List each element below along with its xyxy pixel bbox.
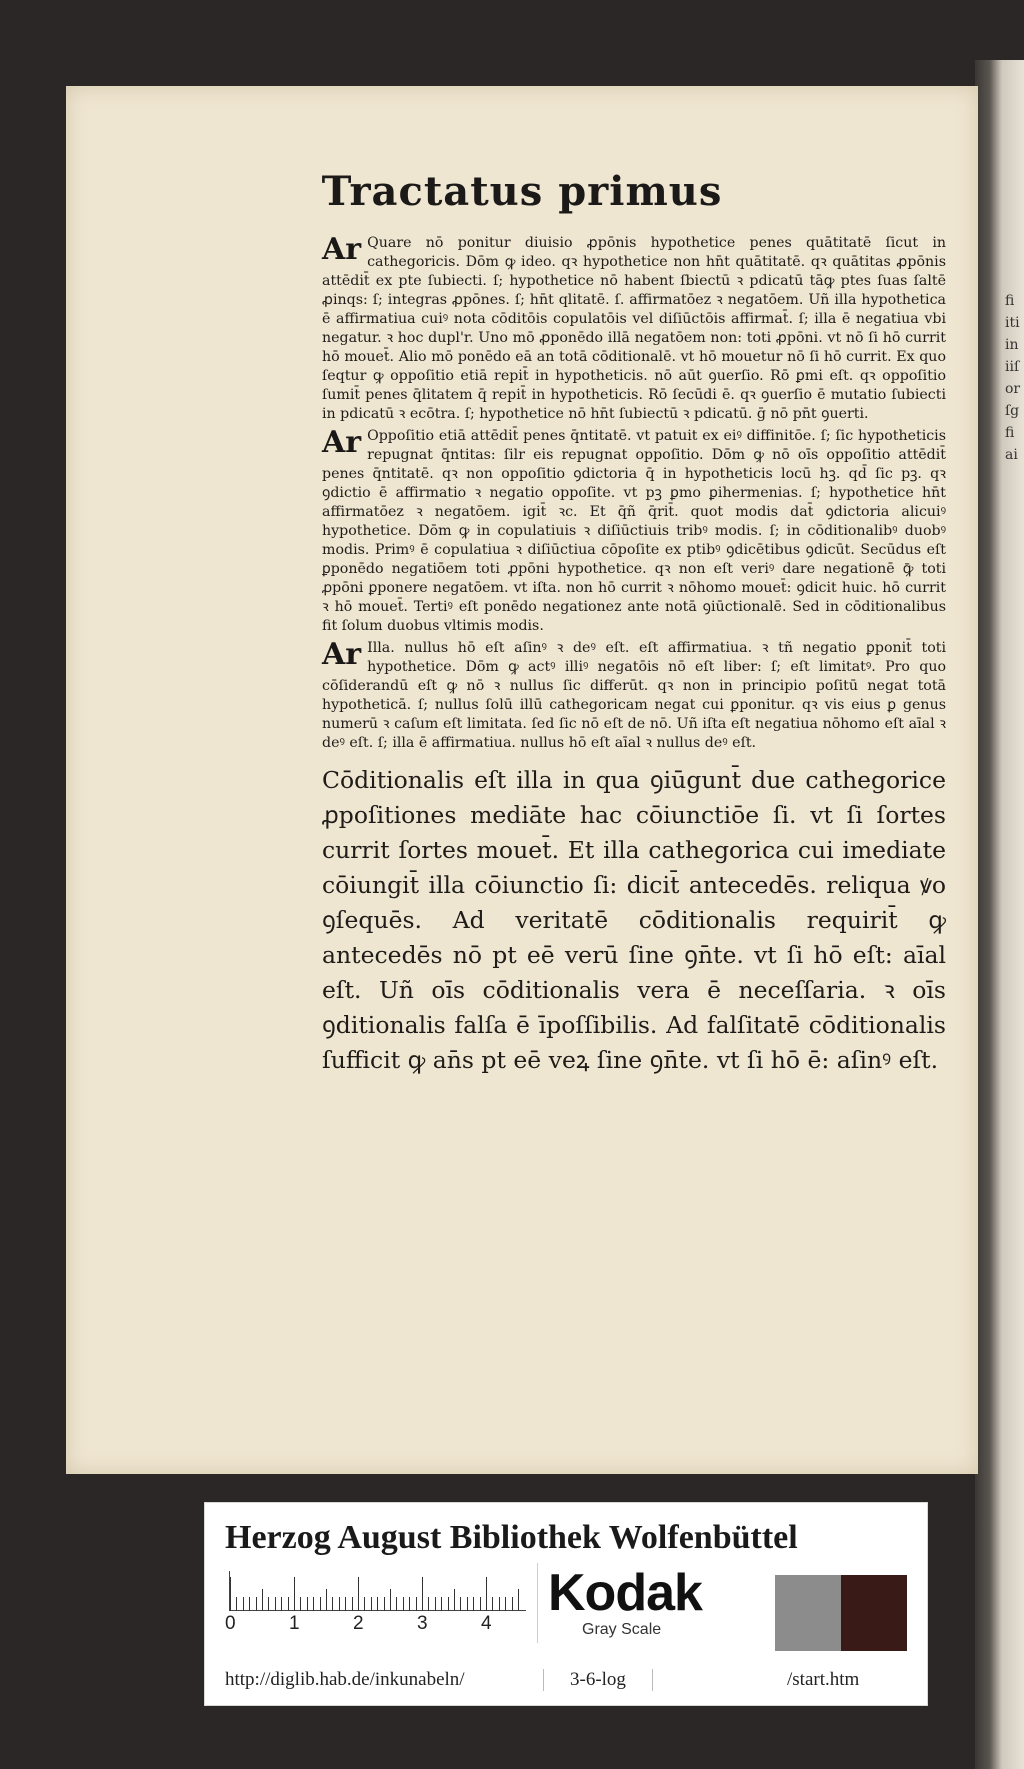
ruler-tick [390,1589,391,1611]
ruler-tick [467,1597,468,1611]
running-head: Tractatus primus [321,168,723,215]
ruler-tick [371,1597,372,1611]
ruler-tick [288,1597,289,1611]
ruler-tick [249,1597,250,1611]
ruler-tick [358,1577,359,1611]
ruler-tick [307,1597,308,1611]
ruler-tick [377,1597,378,1611]
commentary-section [322,234,946,753]
ruler-tick [441,1597,442,1611]
ruler-label: 2 [353,1613,364,1634]
question-paragraph-3 [322,639,946,753]
ruler-label: 0 [225,1613,236,1634]
paragraph-mark: Ar [322,637,362,672]
ruler-tick [435,1597,436,1611]
ruler-tick [345,1597,346,1611]
paragraph-text: Quare nō ponitur diuisio ꝓpōnis hypothetice penes quātitatē ſicut in cathegoricis. Dōm ꝙ ideo. qꝛ hypothetice non hn̄t quātitatē. qꝛ quātitas ꝓpōnis attēdit̄ ex pte ſubiecti. ſ; hypothetice nō habent ſbiectū ꝛ pdicatū tāꝙ ptes ſuas ſaltē ꝓinqs: ſ; integras ꝓpōnes. ſ; hn̄t qlitatē. ſ. affirmatōez ꝛ negatōem. Uñ illa hypothetica ē affirmatiua cuiꝰ nota cōditōis copulatōis vel diſiūctōis affirmat̄. ſ; illa ē negatiua vbi negatur. ꝛ hoc dupl'r. Uno mō ꝓponēdo illā negatōem non: toti ꝓpōni. vt nō ſi hō currit hō mouet̄. Alio mō ponēdo eā an totā cōditionalē. vt hō mouetur nō ſi hō currit. Ex quo ſeqtur ꝙ oppoſitio etiā repit̄ in hypotheticis. nō aūt ꝯuerſio. Rō ꝑmi eſt. qꝛ oppoſitio ſumit̄ penes q̄litatem q̄ repit̄ in hypotheticis. Rō ſecūdi ē. qꝛ ꝯuerſio ē mutatio ſubiecti in pdicatū ꝛ ecōtra. ſ; hypothetice nō hn̄t ſubiectū ꝛ pdicatū. ḡ nō pn̄t ꝯuerti. [322,235,946,422]
ruler-tick [230,1577,231,1611]
ruler-tick [473,1597,474,1611]
url-left: http://diglib.hab.de/inkunabeln/ [225,1669,465,1690]
ruler-tick [454,1589,455,1611]
gray-swatch [775,1575,841,1651]
ruler-tick [320,1597,321,1611]
ruler-tick [262,1589,263,1611]
text-block [322,234,946,1078]
library-name: Herzog August Bibliothek Wolfenbüttel [225,1519,798,1556]
ruler-tick [396,1597,397,1611]
main-text-paragraph: Cōditionalis eſt illa in qua ꝯiūgunt̄ due cathegorice ꝓpoſitiones mediāte hac cōiunctiōe ſi. vt ſi ſortes currit ſortes mouet̄. Et illa cathegorica cui imediate cōiungit̄ illa cōiunctio ſi: dicit̄ antecedēs. reliqua ꝟo ꝯſequēs. Ad veritatē cōditionalis requirit̄ ꝙ antecedēs nō pt eē verū ſine ꝯn̄te. vt ſi hō eſt: aīal eſt. Uñ oīs cōditionalis vera ē neceſſaria. ꝛ oīs ꝯditionalis falſa ē īpoſſibilis. Ad falſitatē cōditionalis ſufficit ꝙ an̄s pt eē veꝝ ſine ꝯn̄te. vt ſi hō ē: aſinꝰ eſt. [322,766,946,1074]
ruler-tick [384,1597,385,1611]
ruler-tick [256,1597,257,1611]
ruler-label: 3 [417,1613,428,1634]
ruler-tick [313,1597,314,1611]
ruler-tick [294,1577,295,1611]
ruler-tick [480,1597,481,1611]
ruler-tick [352,1597,353,1611]
ruler-tick [364,1597,365,1611]
kodak-block [537,1563,738,1643]
adjacent-page-edge [975,60,1024,1769]
ruler-tick [512,1597,513,1611]
ruler-tick [492,1597,493,1611]
ruler-tick [486,1577,487,1611]
paragraph-text: Oppoſitio etiā attēdit̄ penes q̄ntitatē. vt patuit ex eiꝰ diffinitōe. ſ; ſic hypotheticis repugnat q̄ntitas: ſilr eis repugnat oppoſitio. Dōm ꝙ nō oīs oppoſitio attēdit̄ penes q̄ntitatē. qꝛ non oppoſitio ꝯdictoria q̄ in hypotheticis locū hꝫ. qd̄ ſic pꝫ. qꝛ ꝯdictio ē affirmatio ꝛ negatio oppoſite. vt pꝫ ꝑmo ꝑihermenias. ſ; hypothetice hn̄t affirmatōez ꝛ negatōem. igit̄ ꝛc. Et q̄ñ q̄rit̄. quot modis dat̄ ꝯdictoria alicuiꝰ hypothetice. Dōm ꝙ in copulatiuis ꝛ diſiūctiuis tribꝰ modis. ſ; in cōditionalibꝰ duobꝰ modis. Primꝰ ē copulatiua ꝛ diſiūctiua cōpoſite ex ptibꝰ ꝯdicētibus ꝯdicūt. Secūdus eſt ꝑponēdo negatiōem toti ꝓpōni hypothetice. qꝛ non eſt veriꝰ dare negationē ꝙ̄ toti ꝓpōni ꝑponere negatōem. vt iſta. non hō currit ꝛ nōhomo mouet̄: ꝯdicit huic. hō currit ꝛ hō mouet̄. Tertiꝰ eſt ponēdo negationez ante notā ꝯiūctionalē. Sed in cōditionalibus fit ſolum duobus vltimis modis. [322,428,946,634]
ruler-tick [416,1597,417,1611]
ruler-tick [275,1597,276,1611]
gray-scale-label: Gray Scale [582,1621,662,1638]
ruler-tick [505,1597,506,1611]
paragraph-text: Illa. nullus hō eſt aſinꝰ ꝛ deꝰ eſt. eſt affirmatiua. ꝛ tñ negatio ꝑponit̄ toti hypothetice. Dōm ꝙ actꝰ illiꝰ negatōis nō eſt liber: ſ; eſt limitatꝰ. Pro quo cōſiderandū eſt ꝙ nō ꝛ nullus ſic differūt. qꝛ non in principio poſitū negat totā hypotheticā. ſ; nullus ſolū illū cathegoricam negat cui ꝑponitur. qꝛ vis eius ꝑ genus numerū ꝛ caſum eſt limitata. ſed ſic nō eſt de nō. Uñ iſta eſt negatiua nōhomo eſt aīal ꝛ deꝰ eſt. ſ; illa ē affirmatiua. nullus hō eſt aīal ꝛ nullus deꝰ eſt. [322,640,946,751]
paragraph-mark: Ar [322,425,362,460]
dark-swatch [841,1575,907,1651]
url-row [205,1663,927,1697]
question-paragraph-2 [322,427,946,636]
adjacent-page-text: fi iti in iiſ or ſg fi ai [1005,293,1021,463]
book-page [66,86,978,1474]
ruler-tick [339,1597,340,1611]
library-stamp [204,1502,928,1706]
ruler-tick [332,1597,333,1611]
ruler-tick [460,1597,461,1611]
ruler-label: 4 [481,1613,492,1634]
ruler-tick [243,1597,244,1611]
ruler-tick [268,1597,269,1611]
question-paragraph-1 [322,234,946,424]
ruler-tick [236,1597,237,1611]
ruler-tick [326,1589,327,1611]
kodak-logo: Kodak [548,1564,702,1622]
ruler-tick [448,1597,449,1611]
ruler-labels [225,1613,535,1637]
ruler-tick [281,1597,282,1611]
paragraph-mark: Ar [322,232,362,267]
ruler-tick [518,1589,519,1611]
ruler-tick [403,1597,404,1611]
ruler-tick [428,1597,429,1611]
ruler-tick [300,1597,301,1611]
ruler-label: 1 [289,1613,300,1634]
ruler-tick [422,1577,423,1611]
url-right: /start.htm [787,1669,860,1690]
ruler-tick [499,1597,500,1611]
url-middle: 3-6-log [543,1669,653,1691]
scale-ruler [229,1571,526,1611]
ruler-tick [409,1597,410,1611]
